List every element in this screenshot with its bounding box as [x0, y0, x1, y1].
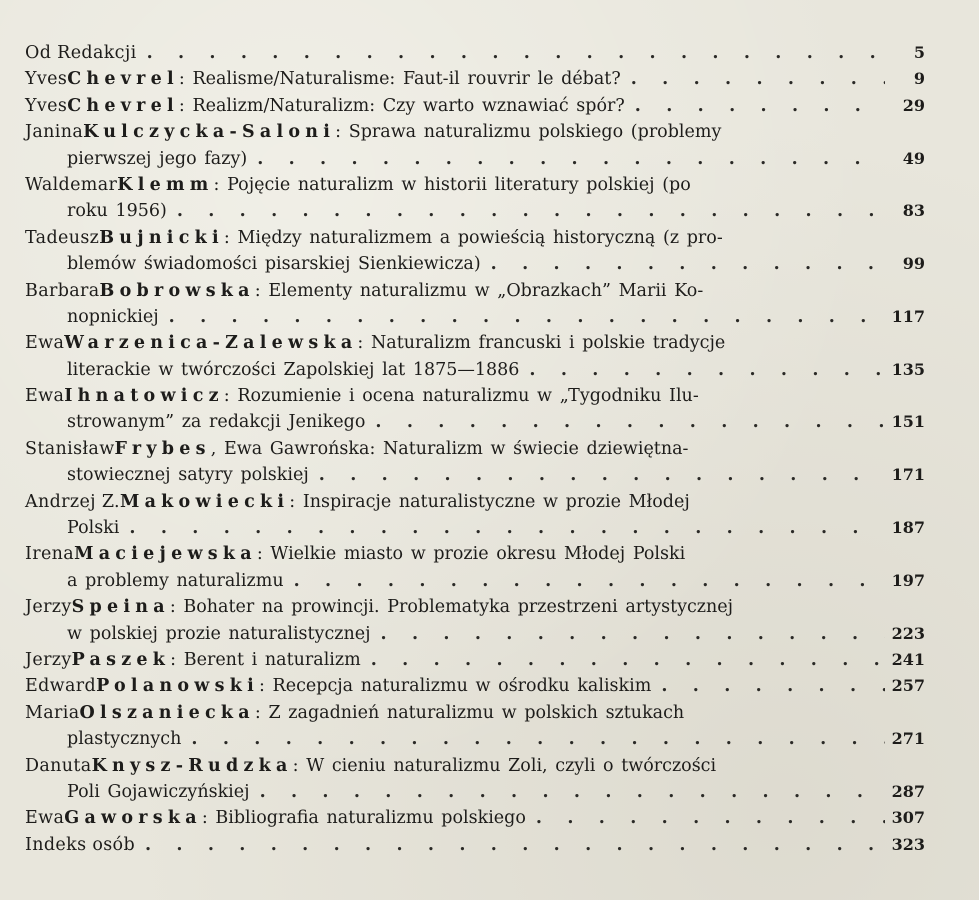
entry-title: : Bohater na prowincji. Problematyka przestrzeni artystycznej	[169, 597, 734, 618]
toc-line-continuation	[25, 251, 925, 277]
author-first-name: Ewa	[25, 333, 65, 354]
toc-line	[25, 66, 925, 92]
page-number: 241	[891, 649, 925, 669]
toc-entry	[25, 673, 925, 699]
entry-title: : Wielkie miasto w prozie okresu Młodej Polski	[256, 544, 686, 565]
entry-title-continued: roku 1956)	[67, 201, 167, 222]
toc-line	[25, 594, 925, 620]
toc-line-continuation	[25, 568, 925, 594]
entry-title: : Pojęcie naturalizm w historii literatury polskiej (po	[213, 174, 691, 195]
entry-title: : Elementy naturalizmu w „Obrazkach” Marii Ko-	[254, 280, 704, 301]
entry-title: : Rozumienie i ocena naturalizmu w „Tygodniku Ilu-	[223, 386, 699, 407]
author-surname: Chevrel	[67, 69, 179, 90]
author-surname: Makowiecki	[119, 491, 290, 512]
dot-leader	[631, 66, 885, 92]
author-first-name: Jerzy	[25, 597, 72, 618]
author-first-name: Edward	[25, 676, 97, 697]
author-surname: Paszek	[71, 649, 171, 670]
entry-title-continued: plastycznych	[67, 729, 182, 750]
page-number: 187	[891, 518, 925, 538]
toc-line-continuation	[25, 146, 925, 172]
toc-line	[25, 383, 925, 409]
toc-line-continuation	[25, 409, 925, 435]
author-surname: Knysz-Rudzka	[91, 755, 293, 776]
entry-title: : Realizm/Naturalizm: Czy warto wznawiać spór?	[178, 95, 625, 116]
dot-leader	[381, 621, 885, 647]
toc-line	[25, 541, 925, 567]
page-number: 257	[891, 676, 925, 696]
page-number: 223	[891, 623, 925, 643]
toc-title: Indeks osób	[25, 834, 135, 855]
author-first-name: Ewa	[25, 386, 65, 407]
toc-entry	[25, 93, 925, 119]
toc-line	[25, 647, 925, 673]
entry-title-continued: blemów świadomości pisarskiej Sienkiewicza)	[67, 254, 481, 275]
toc-entry	[25, 40, 925, 66]
toc-line-continuation	[25, 198, 925, 224]
entry-title: : Między naturalizmem a powieścią historyczną (z pro-	[223, 227, 723, 248]
toc-entry	[25, 647, 925, 673]
page-number: 323	[891, 834, 925, 854]
entry-title: , Ewa Gawrońska: Naturalizm w świecie dziewiętna-	[210, 438, 689, 459]
author-surname: Warzenica-Zalewska	[64, 333, 358, 354]
dot-leader	[371, 647, 885, 673]
toc-line	[25, 330, 925, 356]
toc-entry	[25, 832, 925, 858]
author-surname: Maciejewska	[74, 544, 257, 565]
author-first-name: Stanisław	[25, 438, 115, 459]
entry-title: : Berent i naturalizm	[170, 649, 361, 670]
page-number: 171	[891, 465, 925, 485]
dot-leader	[169, 304, 885, 330]
toc-line	[25, 93, 925, 119]
author-surname: Ihnatowicz	[64, 386, 224, 407]
toc-line-continuation	[25, 515, 925, 541]
entry-title: : Recepcja naturalizmu w ośrodku kaliskim	[259, 676, 652, 697]
page-number: 29	[902, 95, 925, 115]
author-first-name: Danuta	[25, 755, 92, 776]
page-number: 9	[913, 69, 925, 89]
entry-title-continued: pierwszej jego fazy)	[67, 148, 248, 169]
entry-title-continued: literackie w twórczości Zapolskiej lat 1875—1886	[67, 359, 520, 380]
author-surname: Speina	[71, 597, 170, 618]
dot-leader	[257, 146, 885, 172]
dot-leader	[491, 251, 885, 277]
toc-line-continuation	[25, 779, 925, 805]
entry-title-continued: w polskiej prozie naturalistycznej	[67, 623, 371, 644]
page-number: 49	[902, 148, 925, 168]
author-first-name: Janina	[25, 122, 84, 143]
table-of-contents	[25, 40, 925, 858]
toc-entry	[25, 119, 925, 172]
page-number: 99	[902, 254, 925, 274]
dot-leader	[529, 357, 885, 383]
author-first-name: Waldemar	[25, 174, 118, 195]
author-first-name: Jerzy	[25, 649, 72, 670]
author-surname: Chevrel	[67, 95, 179, 116]
toc-line-continuation	[25, 621, 925, 647]
toc-line-continuation	[25, 304, 925, 330]
page-number: 83	[902, 201, 925, 221]
dot-leader	[191, 726, 885, 752]
dot-leader	[536, 805, 885, 831]
toc-line-continuation	[25, 462, 925, 488]
toc-line	[25, 805, 925, 831]
author-first-name: Maria	[25, 702, 80, 723]
dot-leader	[147, 40, 885, 66]
toc-line-continuation	[25, 357, 925, 383]
author-surname: Gaworska	[64, 808, 202, 829]
toc-entry	[25, 541, 925, 594]
entry-title-continued: Poli Gojawiczyńskiej	[67, 781, 250, 802]
dot-leader	[375, 409, 885, 435]
author-surname: Bujnicki	[99, 227, 224, 248]
entry-title: : Naturalizm francuski i polskie tradycje	[357, 333, 726, 354]
toc-entry	[25, 66, 925, 92]
toc-entry	[25, 225, 925, 278]
page-number: 287	[891, 781, 925, 801]
author-first-name: Barbara	[25, 280, 100, 301]
toc-entry	[25, 753, 925, 806]
toc-entry	[25, 278, 925, 331]
author-first-name: Andrzej Z.	[25, 491, 120, 512]
dot-leader	[260, 779, 885, 805]
toc-entry	[25, 594, 925, 647]
toc-line	[25, 832, 925, 858]
toc-line	[25, 700, 925, 726]
page-number: 5	[913, 43, 925, 62]
toc-entry	[25, 330, 925, 383]
entry-title: : Realisme/Naturalisme: Faut-il rouvrir le débat?	[178, 69, 621, 90]
author-first-name: Tadeusz	[25, 227, 100, 248]
author-surname: Polanowski	[96, 676, 259, 697]
toc-entry	[25, 383, 925, 436]
toc-entry	[25, 805, 925, 831]
toc-entry	[25, 700, 925, 753]
author-surname: Frybes	[114, 438, 211, 459]
toc-line	[25, 673, 925, 699]
toc-line	[25, 489, 925, 515]
toc-entry	[25, 436, 925, 489]
toc-line	[25, 40, 925, 66]
dot-leader	[145, 832, 885, 858]
dot-leader	[294, 568, 885, 594]
entry-title-continued: strowanym” za redakcji Jenikego	[67, 412, 366, 433]
page-number: 307	[891, 808, 925, 828]
page-number: 197	[891, 570, 925, 590]
dot-leader	[129, 515, 885, 541]
toc-line	[25, 225, 925, 251]
toc-line	[25, 436, 925, 462]
toc-line	[25, 753, 925, 779]
author-first-name: Irena	[25, 544, 75, 565]
dot-leader	[635, 93, 885, 119]
dot-leader	[661, 673, 885, 699]
page-number: 135	[891, 359, 925, 379]
author-surname: Olszaniecka	[79, 702, 255, 723]
dot-leader	[177, 198, 885, 224]
entry-title: : Bibliografia naturalizmu polskiego	[201, 808, 526, 829]
toc-line-continuation	[25, 726, 925, 752]
toc-line	[25, 172, 925, 198]
entry-title-continued: nopnickiej	[67, 306, 159, 327]
entry-title-continued: stowiecznej satyry polskiej	[67, 465, 309, 486]
page-number: 271	[891, 729, 925, 749]
toc-entry	[25, 489, 925, 542]
toc-title: Od Redakcji	[25, 43, 137, 63]
toc-entry	[25, 172, 925, 225]
page-number: 151	[891, 412, 925, 432]
entry-title-continued: Polski	[67, 518, 120, 539]
toc-line	[25, 119, 925, 145]
page-number: 117	[891, 306, 925, 326]
author-surname: Bobrowska	[99, 280, 255, 301]
toc-line	[25, 278, 925, 304]
entry-title: : Inspiracje naturalistyczne w prozie Młodej	[289, 491, 690, 512]
author-first-name: Yves	[25, 95, 68, 116]
entry-title: : Sprawa naturalizmu polskiego (problemy	[335, 122, 722, 143]
author-surname: Kulczycka-Saloni	[83, 122, 336, 143]
author-surname: Klemm	[117, 174, 214, 195]
dot-leader	[319, 462, 885, 488]
entry-title: : W cieniu naturalizmu Zoli, czyli o twórczości	[292, 755, 717, 776]
author-first-name: Yves	[25, 69, 68, 90]
entry-title-continued: a problemy naturalizmu	[67, 570, 284, 591]
author-first-name: Ewa	[25, 808, 65, 829]
entry-title: : Z zagadnień naturalizmu w polskich sztukach	[254, 702, 685, 723]
